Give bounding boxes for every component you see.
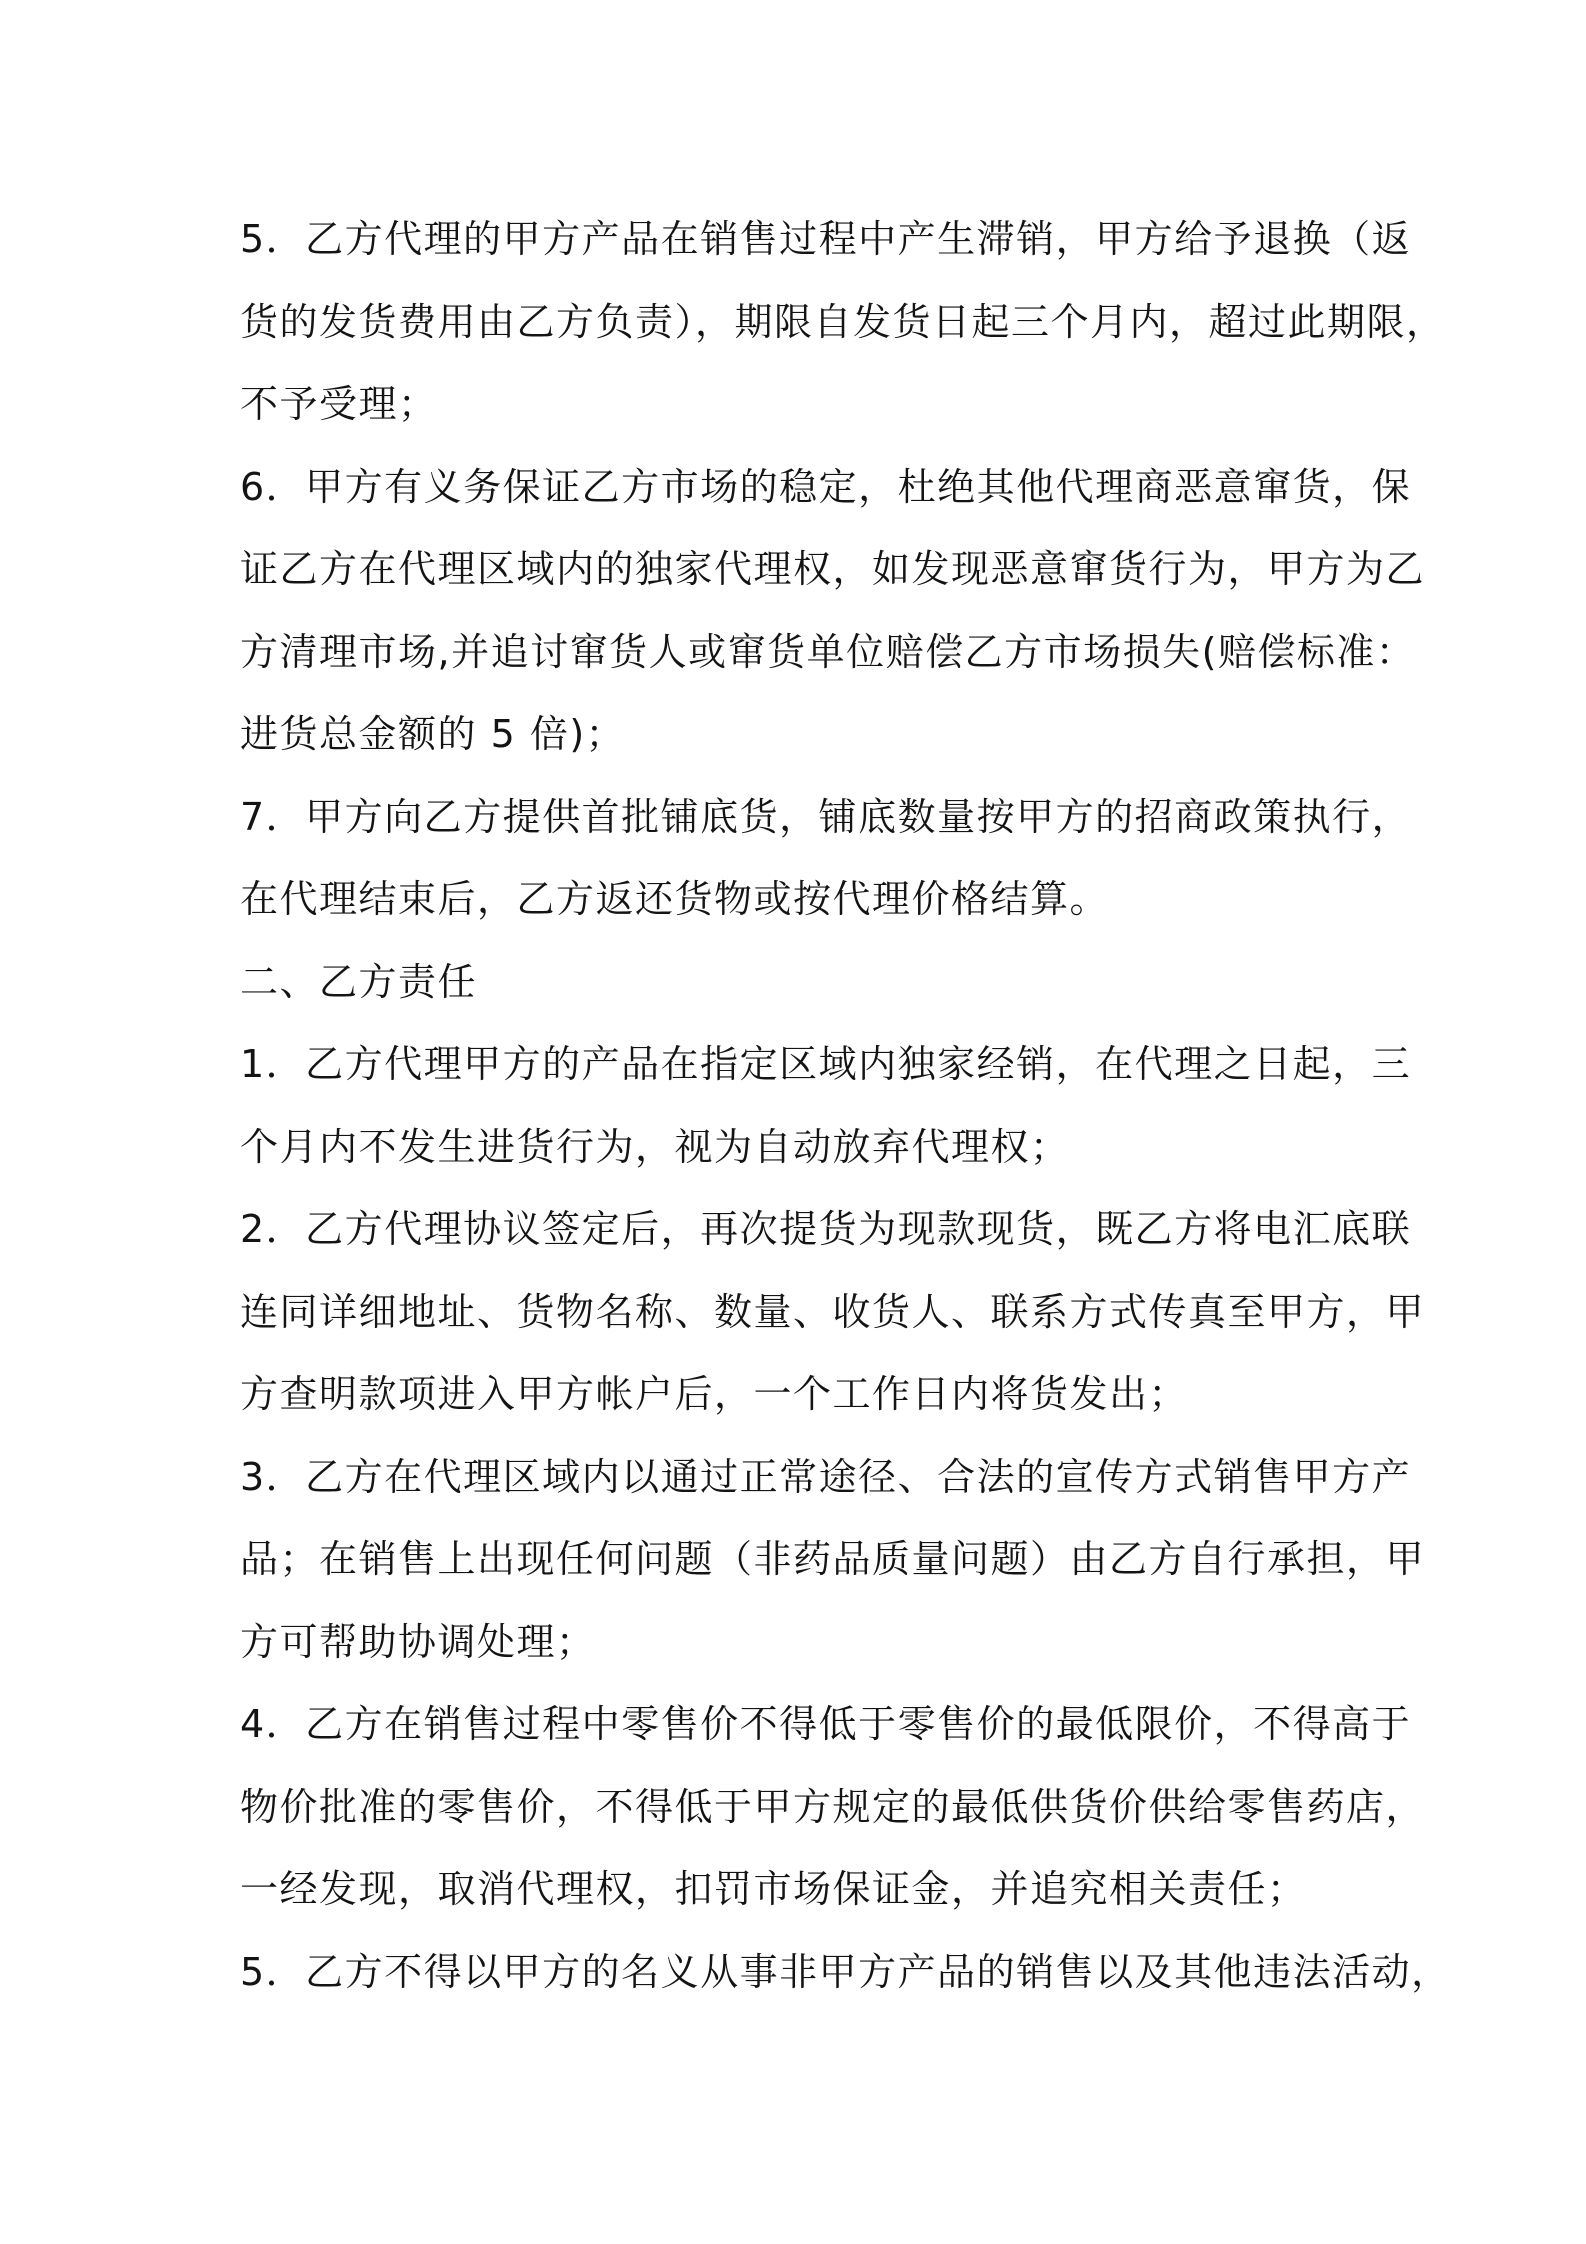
section-heading: 二、乙方责任 [240,959,478,1004]
text-line: 连同详细地址、货物名称、数量、收货人、联系方式传真至甲方，甲 [240,1289,1426,1334]
text-line: 不予受理； [240,382,438,426]
text-line: 进货总金额的 5 倍)； [240,712,626,756]
text-line: 3．乙方在代理区域内以通过正常途径、合法的宣传方式销售甲方产 [240,1454,1412,1499]
text-line: 方可帮助协调处理； [240,1619,596,1664]
text-line: 7．甲方向乙方提供首批铺底货，铺底数量按甲方的招商政策执行， [240,794,1412,839]
text-line: 货的发货费用由乙方负责），期限自发货日起三个月内，超过此期限， [240,299,1446,344]
document-page [240,198,1451,2013]
text-line: 方清理市场,并追讨窜货人或窜货单位赔偿乙方市场损失(赔偿标准： [240,629,1416,674]
text-line: 6．甲方有义务保证乙方市场的稳定，杜绝其他代理商恶意窜货，保 [240,464,1412,509]
text-line: 5．乙方不得以甲方的名义从事非甲方产品的销售以及其他违法活动， [240,1949,1451,1994]
text-line: 5．乙方代理的甲方产品在销售过程中产生滞销，甲方给予退换（返 [240,217,1412,261]
text-line: 证乙方在代理区域内的独家代理权，如发现恶意窜货行为，甲方为乙 [240,547,1426,591]
text-line: 1．乙方代理甲方的产品在指定区域内独家经销，在代理之日起，三 [240,1042,1412,1086]
text-line: 物价批准的零售价，不得低于甲方规定的最低供货价供给零售药店， [240,1784,1426,1829]
text-line: 方查明款项进入甲方帐户后，一个工作日内将货发出； [240,1372,1189,1416]
text-line: 在代理结束后，乙方返还货物或按代理价格结算。 [240,877,1110,921]
text-line: 一经发现，取消代理权，扣罚市场保证金，并追究相关责任； [240,1867,1307,1911]
text-line: 品；在销售上出现任何问题（非药品质量问题）由乙方自行承担，甲 [240,1537,1426,1581]
text-line: 4．乙方在销售过程中零售价不得低于零售价的最低限价，不得高于 [240,1702,1412,1746]
text-line: 2．乙方代理协议签定后，再次提货为现款现货，既乙方将电汇底联 [240,1207,1412,1251]
text-line: 个月内不发生进货行为，视为自动放弃代理权； [240,1124,1070,1169]
